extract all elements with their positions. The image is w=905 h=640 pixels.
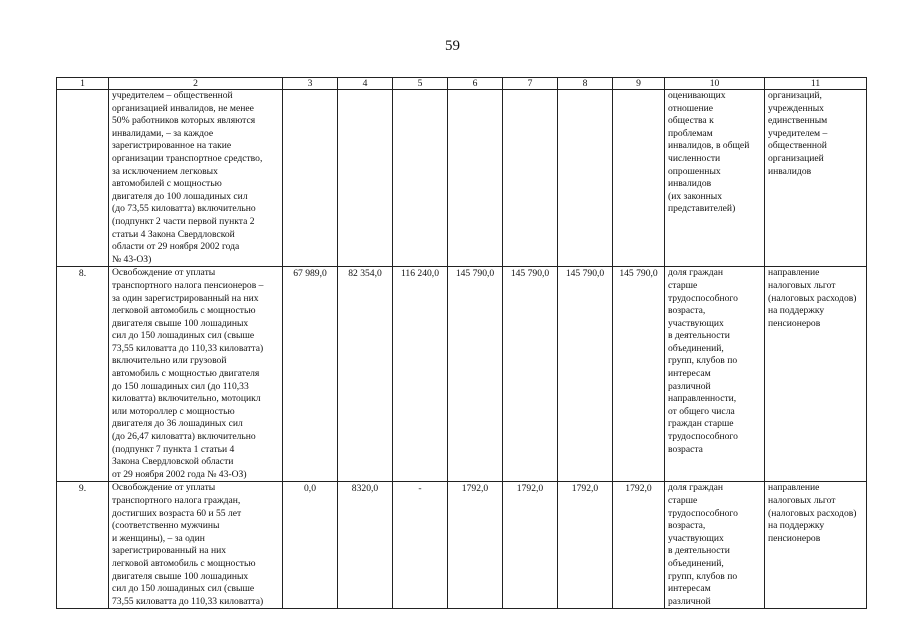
value-cell: 82 354,0 [338, 267, 393, 482]
column-header-3: 3 [283, 78, 338, 90]
column-header-4: 4 [338, 78, 393, 90]
value-cell [503, 90, 558, 267]
indicator-cell: доля граждан старше трудоспособного возраста, участвующих в деятельности объединений, групп, клубов по интересам различной направленности, от общего числа граждан старше трудоспособного возраста [665, 267, 765, 482]
column-header-6: 6 [448, 78, 503, 90]
row-number [57, 90, 109, 267]
page-number: 59 [445, 38, 460, 54]
value-cell [448, 90, 503, 267]
value-cell: 1792,0 [613, 482, 665, 609]
column-header-11: 11 [765, 78, 867, 90]
row-description: Освобождение от уплаты транспортного налога граждан, достигших возраста 60 и 55 лет (соответственно мужчины и женщины), – за один зарегистрированный на них легковой автомобиль с мощностью двигателя свыше 100 лошадиных сил до 150 лошадиных сил (свыше 73,55 киловатта до 110,33 киловатта) [109, 482, 283, 609]
value-cell: 1792,0 [503, 482, 558, 609]
column-header-5: 5 [393, 78, 448, 90]
value-cell [393, 90, 448, 267]
indicator-cell: доля граждан старше трудоспособного возраста, участвующих в деятельности объединений, групп, клубов по интересам различной [665, 482, 765, 609]
value-cell [558, 90, 613, 267]
tax-benefits-table [56, 77, 867, 609]
value-cell: 145 790,0 [613, 267, 665, 482]
column-header-2: 2 [109, 78, 283, 90]
direction-cell: направление налоговых льгот (налоговых расходов) на поддержку пенсионеров [765, 267, 867, 482]
value-cell: 0,0 [283, 482, 338, 609]
value-cell: 67 989,0 [283, 267, 338, 482]
value-cell: 1792,0 [558, 482, 613, 609]
value-cell: - [393, 482, 448, 609]
value-cell: 145 790,0 [558, 267, 613, 482]
direction-cell: организаций, учрежденных единственным учредителем – общественной организацией инвалидов [765, 90, 867, 267]
value-cell: 116 240,0 [393, 267, 448, 482]
table-row [57, 267, 867, 482]
column-header-1: 1 [57, 78, 109, 90]
column-header-9: 9 [613, 78, 665, 90]
value-cell: 145 790,0 [503, 267, 558, 482]
value-cell [613, 90, 665, 267]
value-cell: 1792,0 [448, 482, 503, 609]
value-cell: 8320,0 [338, 482, 393, 609]
value-cell: 145 790,0 [448, 267, 503, 482]
value-cell [338, 90, 393, 267]
header-row [57, 78, 867, 90]
column-header-7: 7 [503, 78, 558, 90]
indicator-cell: оценивающих отношение общества к проблемам инвалидов, в общей численности опрошенных инвалидов (их законных представителей) [665, 90, 765, 267]
row-description: учредителем – общественной организацией инвалидов, не менее 50% работников которых являются инвалидами, – за каждое зарегистрированное на такие организации транспортное средство, за исключением легковых автомобилей с мощностью двигателя до 100 лошадиных сил (до 73,55 киловатта) включительно (подпункт 2 части первой пункта 2 статьи 4 Закона Свердловской области от 29 ноября 2002 года № 43-ОЗ) [109, 90, 283, 267]
column-header-8: 8 [558, 78, 613, 90]
row-number: 9. [57, 482, 109, 609]
row-description: Освобождение от уплаты транспортного налога пенсионеров – за один зарегистрированный на них легковой автомобиль с мощностью двигателя свыше 100 лошадиных сил до 150 лошадиных сил (свыше 73,55 киловатта до 110,33 киловатта) включительно или грузовой автомобиль с мощностью двигателя до 150 лошадиных сил (до 110,33 киловатта) включительно, мотоцикл или мотороллер с мощностью двигателя до 36 лошадиных сил (до 26,47 киловатта) включительно (подпункт 7 пункта 1 статьи 4 Закона Свердловской области от 29 ноября 2002 года № 43-ОЗ) [109, 267, 283, 482]
table-row [57, 90, 867, 267]
table-row [57, 482, 867, 609]
value-cell [283, 90, 338, 267]
row-number: 8. [57, 267, 109, 482]
direction-cell: направление налоговых льгот (налоговых расходов) на поддержку пенсионеров [765, 482, 867, 609]
column-header-10: 10 [665, 78, 765, 90]
